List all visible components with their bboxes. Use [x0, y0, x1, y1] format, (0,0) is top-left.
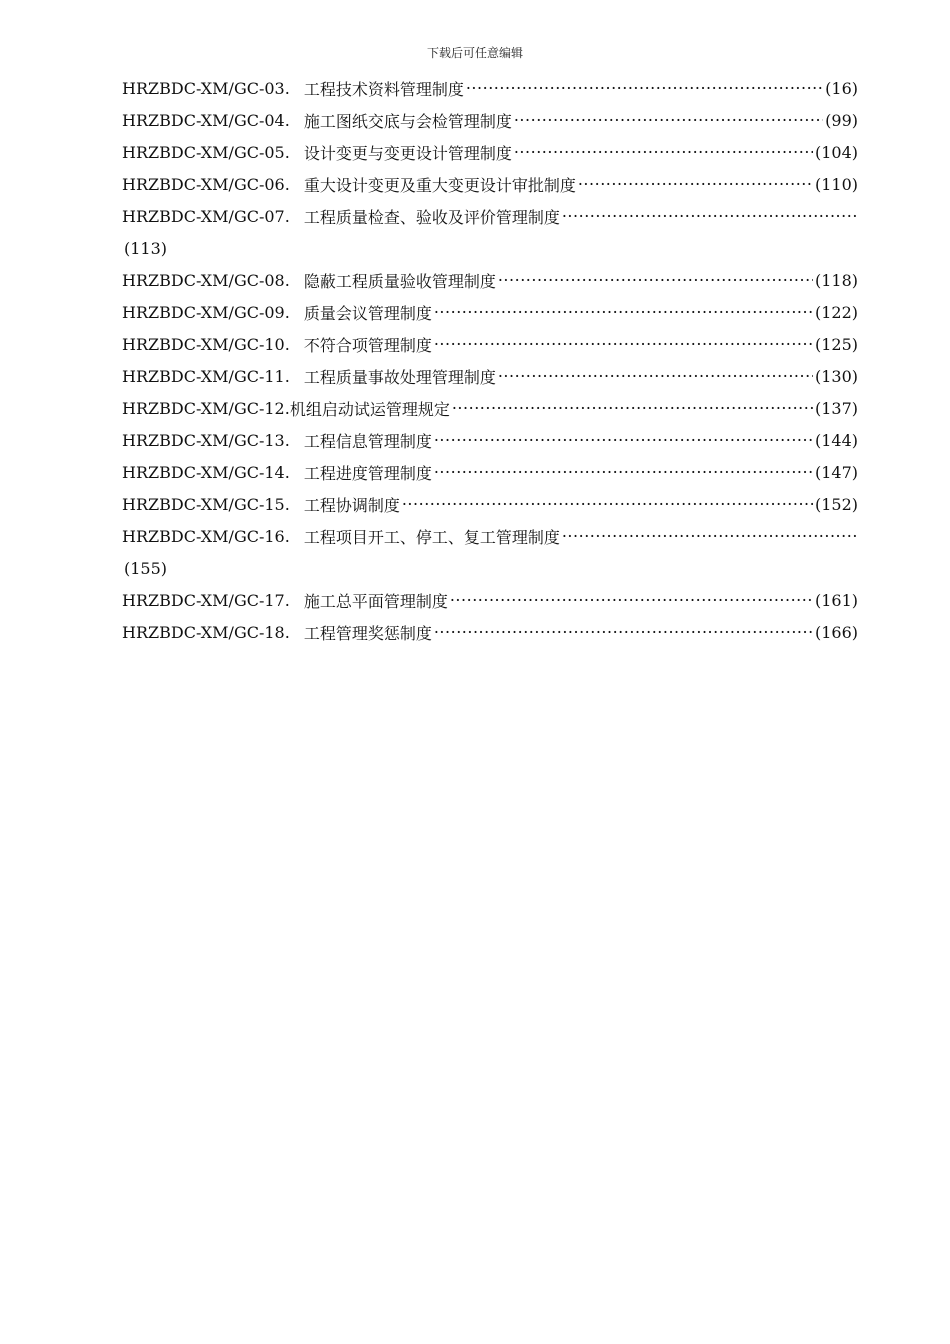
toc-entry-gc-03[interactable]: [122, 72, 858, 104]
toc-entry-code: HRZBDC-XM/GC-17.: [122, 590, 290, 610]
toc-entry-code: HRZBDC-XM/GC-14.: [122, 462, 290, 482]
toc-entry-gc-14[interactable]: [122, 456, 858, 488]
toc-dot-leader: [434, 296, 813, 328]
toc-dot-leader: [514, 104, 823, 136]
toc-dot-leader: [402, 488, 813, 520]
toc-dot-leader: [498, 360, 813, 392]
toc-entry-page: (113): [124, 238, 168, 258]
toc-entry-gc-15[interactable]: [122, 488, 858, 520]
toc-entry-page: (104): [814, 142, 858, 162]
toc-entry-gc-16[interactable]: [122, 520, 858, 552]
toc-entry-page: (152): [814, 494, 858, 514]
toc-entry-code: HRZBDC-XM/GC-10.: [122, 334, 290, 354]
toc-entry-title: 工程管理奖惩制度: [303, 623, 432, 643]
toc-entry-code: HRZBDC-XM/GC-06.: [122, 174, 290, 194]
toc-entry-gc-07-page-line: [122, 232, 858, 264]
toc-entry-code: HRZBDC-XM/GC-09.: [122, 302, 290, 322]
toc-dot-leader: [452, 392, 813, 424]
toc-entry-page: (147): [814, 462, 858, 482]
toc-entry-gc-17[interactable]: [122, 584, 858, 616]
toc-dot-leader: [466, 72, 823, 104]
toc-dot-leader: [562, 200, 856, 232]
toc-entry-gc-07[interactable]: [122, 200, 858, 232]
toc-entry-page: (137): [814, 398, 858, 418]
page-header: 下载后可任意编辑: [426, 46, 523, 60]
toc-entry-title: 设计变更与变更设计管理制度: [303, 143, 512, 163]
toc-entry-gc-05[interactable]: [122, 136, 858, 168]
toc-dot-leader: [434, 616, 813, 648]
toc-entry-page: (130): [814, 366, 858, 386]
toc-entry-title: 施工图纸交底与会检管理制度: [303, 111, 512, 131]
toc-dot-leader: [498, 264, 813, 296]
toc-entry-title: 质量会议管理制度: [303, 303, 432, 323]
toc-dot-leader: [434, 328, 813, 360]
toc-entry-gc-16-page-line: [122, 552, 858, 584]
toc-entry-code: HRZBDC-XM/GC-13.: [122, 430, 290, 450]
toc-entry-title: 工程质量事故处理管理制度: [303, 367, 496, 387]
toc-entry-title: 施工总平面管理制度: [303, 591, 448, 611]
toc-entry-gc-04[interactable]: [122, 104, 858, 136]
toc-dot-leader: [562, 520, 856, 552]
toc-entry-code: HRZBDC-XM/GC-12.: [122, 398, 290, 418]
toc-entry-gc-10[interactable]: [122, 328, 858, 360]
table-of-contents: [122, 72, 858, 648]
toc-entry-title: 工程项目开工、停工、复工管理制度: [303, 527, 560, 547]
toc-entry-page: (118): [814, 270, 858, 290]
toc-entry-gc-09[interactable]: [122, 296, 858, 328]
toc-dot-leader: [434, 456, 813, 488]
toc-entry-page: (16): [825, 78, 858, 98]
toc-entry-gc-12[interactable]: [122, 392, 858, 424]
toc-entry-code: HRZBDC-XM/GC-11.: [122, 366, 290, 386]
toc-entry-title: 重大设计变更及重大变更设计审批制度: [303, 175, 576, 195]
toc-entry-title: 机组启动试运管理规定: [289, 399, 450, 419]
toc-entry-title: 工程质量检查、验收及评价管理制度: [303, 207, 560, 227]
toc-dot-leader: [514, 136, 813, 168]
toc-dot-leader: [434, 424, 813, 456]
toc-entry-page: (161): [814, 590, 858, 610]
toc-entry-page: (166): [814, 622, 858, 642]
toc-entry-title: 工程技术资料管理制度: [303, 79, 464, 99]
toc-entry-gc-08[interactable]: [122, 264, 858, 296]
toc-entry-code: HRZBDC-XM/GC-15.: [122, 494, 290, 514]
toc-entry-title: 工程进度管理制度: [303, 463, 432, 483]
toc-dot-leader: [450, 584, 813, 616]
toc-entry-gc-06[interactable]: [122, 168, 858, 200]
toc-entry-code: HRZBDC-XM/GC-16.: [122, 526, 290, 546]
toc-entry-title: 隐蔽工程质量验收管理制度: [303, 271, 496, 291]
toc-entry-page: (155): [124, 558, 168, 578]
toc-entry-page: (125): [814, 334, 858, 354]
toc-entry-code: HRZBDC-XM/GC-03.: [122, 78, 290, 98]
toc-dot-leader: [578, 168, 813, 200]
toc-entry-title: 工程协调制度: [303, 495, 400, 515]
toc-entry-page: (99): [825, 110, 858, 130]
toc-entry-gc-18[interactable]: [122, 616, 858, 648]
toc-entry-page: (122): [814, 302, 858, 322]
toc-entry-page: (110): [814, 174, 858, 194]
toc-entry-code: HRZBDC-XM/GC-08.: [122, 270, 290, 290]
toc-entry-title: 不符合项管理制度: [303, 335, 432, 355]
toc-entry-page: (144): [814, 430, 858, 450]
toc-entry-code: HRZBDC-XM/GC-04.: [122, 110, 290, 130]
toc-entry-code: HRZBDC-XM/GC-18.: [122, 622, 290, 642]
toc-entry-code: HRZBDC-XM/GC-05.: [122, 142, 290, 162]
toc-entry-code: HRZBDC-XM/GC-07.: [122, 206, 290, 226]
toc-entry-title: 工程信息管理制度: [303, 431, 432, 451]
toc-entry-gc-13[interactable]: [122, 424, 858, 456]
toc-entry-gc-11[interactable]: [122, 360, 858, 392]
